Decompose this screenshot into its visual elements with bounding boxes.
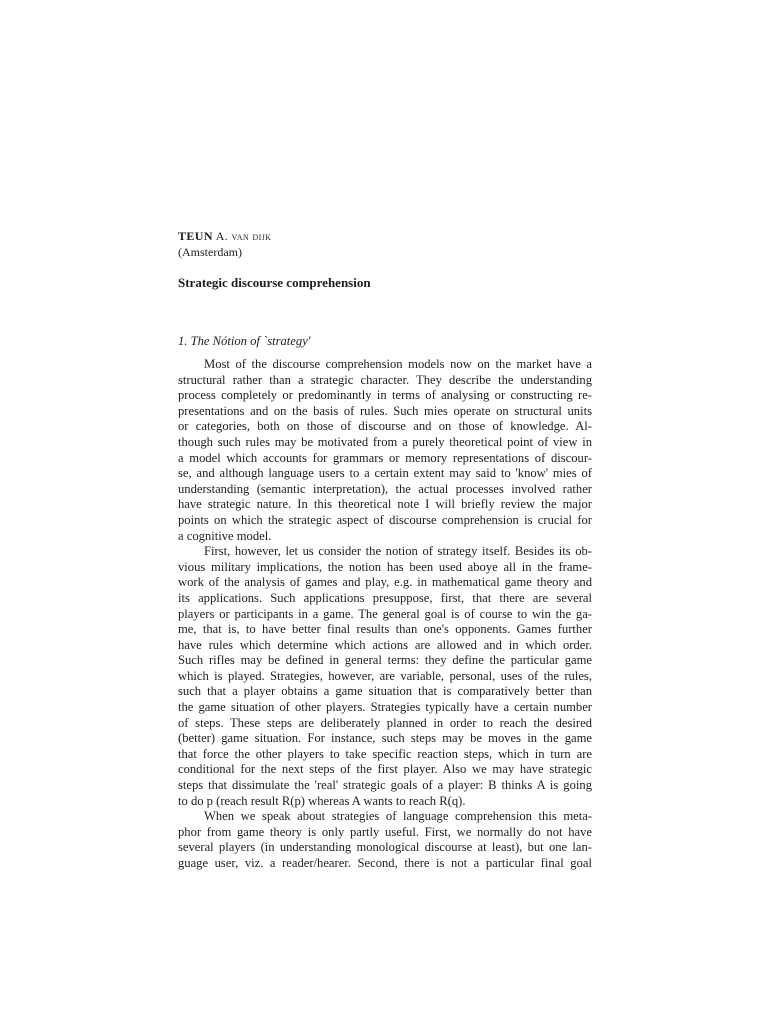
body-line: vious military implications, the notion has been used aboye all in the frame- <box>178 559 592 574</box>
author-last-name: A. van dijk <box>212 229 272 243</box>
affiliation: (Amsterdam) <box>178 245 242 259</box>
body-line: Most of the discourse comprehension models now on the market have a <box>204 357 592 371</box>
body-line: First, however, let us consider the notion of strategy itself. Besides its ob- <box>204 544 592 559</box>
paper-title: Strategic discourse comprehension <box>178 275 371 290</box>
body-line: players or participants in a game. The general goal is of course to win the ga- <box>178 606 592 621</box>
body-line: presentations and on the basis of rules. Such mies operate on structural units <box>178 403 592 418</box>
body-line: understanding (semantic interpretation), the actual processes involved rather <box>178 481 592 496</box>
author-line <box>178 228 592 244</box>
body-line: a cognitive model. <box>178 528 272 543</box>
body-line: (better) game situation. For instance, such steps may be moves in the game <box>178 731 592 746</box>
body-line: the game situation of other players. Strategies typically have a certain number <box>178 700 592 715</box>
body-line: to do p (reach result R(p) whereas A wants to reach R(q). <box>178 793 466 808</box>
body-line: points on which the strategic aspect of discourse comprehension is crucial for <box>178 512 592 527</box>
body-line: structural rather than a strategic character. They describe the understanding <box>178 372 592 387</box>
body-line: its applications. Such applications presuppose, first, that there are several <box>178 590 592 605</box>
body-line: or categories, both on those of discourse and on those of knowledge. Al- <box>178 419 592 434</box>
author-first-name: TEUN <box>178 229 213 243</box>
body-line: me, that is, to have better final results than one's opponents. Games further <box>178 622 592 637</box>
body-line: phor from game theory is only partly useful. First, we normally do not have <box>178 824 592 839</box>
body-line: a model which accounts for grammars or memory representations of discour- <box>178 450 592 465</box>
body-line: When we speak about strategies of language comprehension this meta- <box>204 809 592 824</box>
body-line: which is played. Strategies, however, are variable, personal, uses of the rules, <box>178 668 592 683</box>
body-line: several players (in understanding monological discourse at least), but one lan- <box>178 840 592 855</box>
body-text <box>178 357 592 872</box>
body-line: though such rules may be motivated from a purely theoretical point of view in <box>178 434 592 449</box>
body-line: steps that dissimulate the 'real' strategic goals of a player: B thinks A is going <box>178 778 592 793</box>
body-line: process completely or predominantly in terms of analysing or constructing re- <box>178 388 592 403</box>
section-heading: 1. The Nótion of `strategy' <box>178 334 311 348</box>
body-line: guage user, viz. a reader/hearer. Second, there is not a particular final goal <box>178 856 592 870</box>
body-line: Such rifles may be defined in general terms: they define the particular game <box>178 653 592 668</box>
body-line: of steps. These steps are deliberately planned in order to reach the desired <box>178 715 592 730</box>
body-line: work of the analysis of games and play, e.g. in mathematical game theory and <box>178 575 592 590</box>
body-line: have strategic nature. In this theoretical note I will briefly review the major <box>178 497 592 512</box>
body-line: that force the other players to take specific reaction steps, which in turn are <box>178 746 592 761</box>
body-line: se, and although language users to a certain extent may said to 'know' mies of <box>178 466 592 481</box>
body-line: have rules which determine which actions are allowed and in which order. <box>178 637 592 652</box>
body-line: conditional for the next steps of the first player. Also we may have strategic <box>178 762 592 777</box>
body-line: such that a player obtains a game situation that is comparatively better than <box>178 684 592 699</box>
